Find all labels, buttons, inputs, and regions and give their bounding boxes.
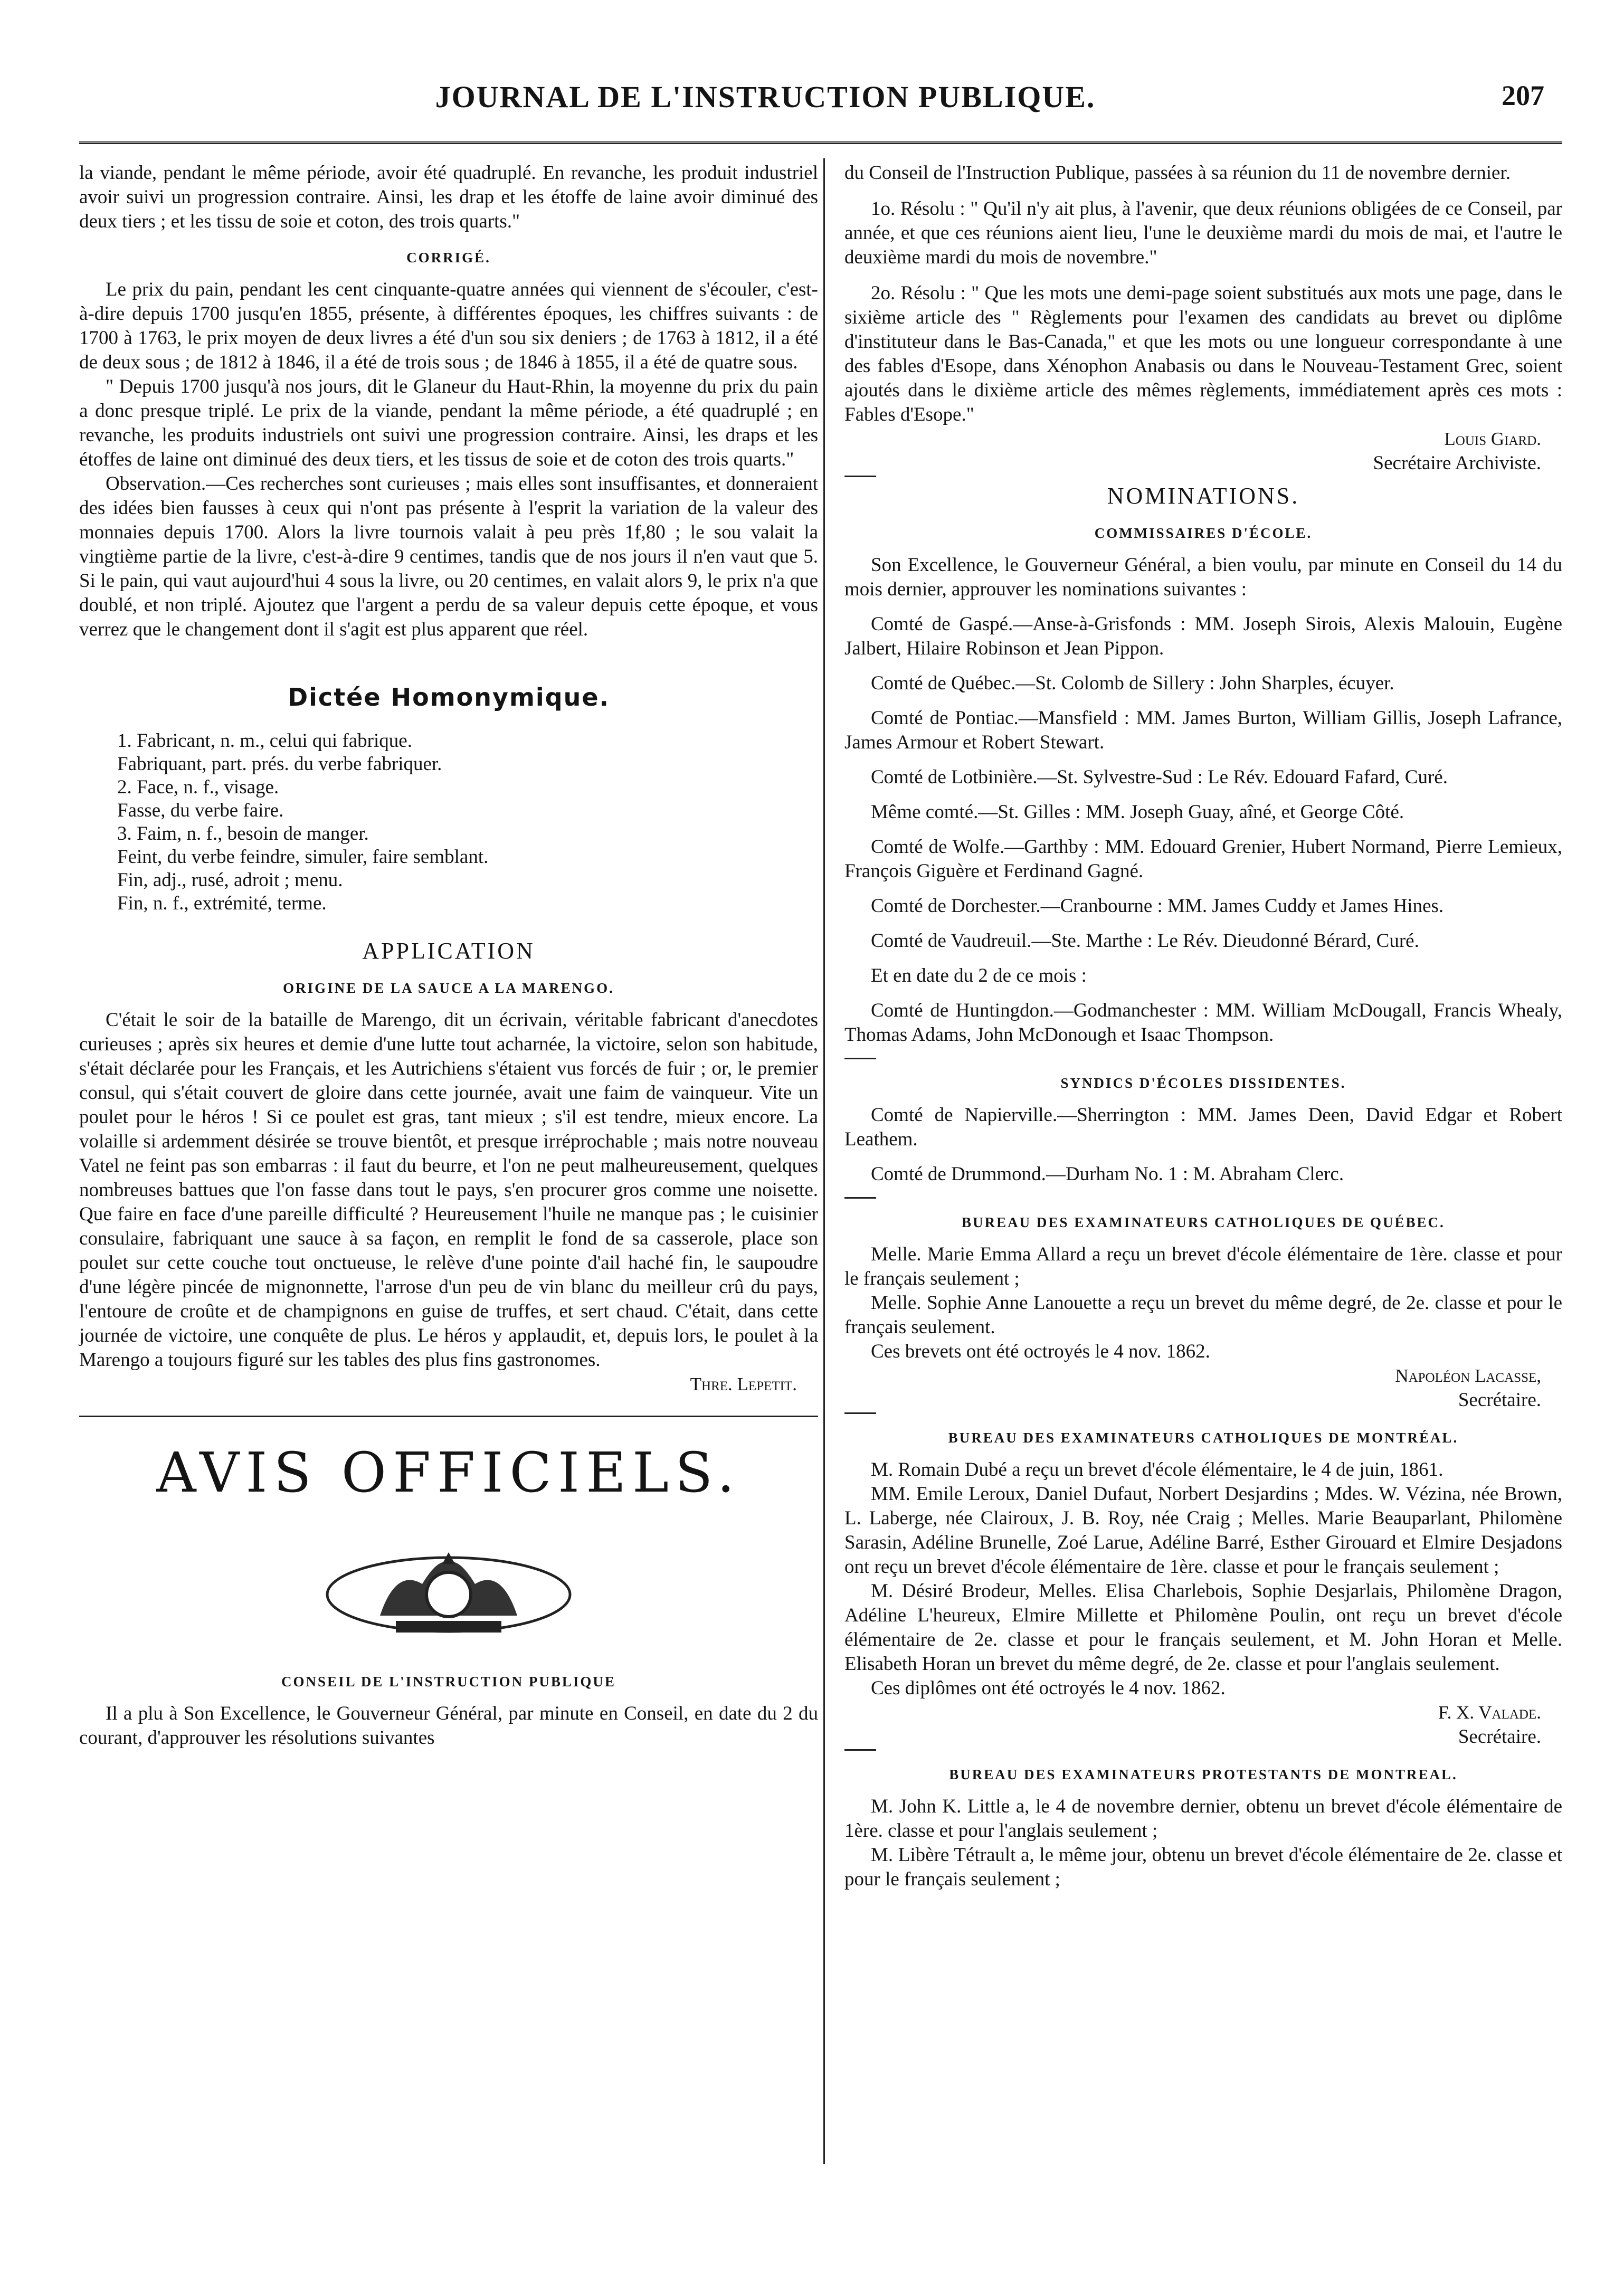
section-rule [79, 1416, 818, 1417]
observation-paragraph: Observation.—Ces recherches sont curieuses ; mais elles sont insuffisantes, et donneraient des idées bien fausses à ceux qui n'ont pas présente à l'esprit la variation de la valeur des monnaies depuis 1700. Alors la livre tournois valait à peu près 1f,80 ; le sou valait la vingtième partie de la livre, c'est-à-dire 9 centimes, tandis que de nos jours il n'en vaut que 5. Si le pain, qui vaut aujourd'hui 4 sous la livre, ou 20 centimes, en valait alors 9, le prix n'a que doublé, et non triplé. Ajoutez que l'argent a perdu de sa valeur depuis cette époque, et vous verrez que le changement dont il s'agit est plus apparent que réel. [79, 473, 818, 640]
nominations-heading: NOMINATIONS. [1107, 483, 1300, 509]
commissaires-heading: COMMISSAIRES D'ÉCOLE. [1094, 525, 1313, 541]
signature-lacasse-title: Secrétaire. [1458, 1389, 1541, 1411]
nomination-item: Comté de Vaudreuil.—Ste. Marthe : Le Rév. Dieudonné Bérard, Curé. [871, 930, 1419, 952]
quebec-board-item: Ces brevets ont été octroyés le 4 nov. 1862. [871, 1341, 1210, 1362]
royal-coat-of-arms-icon [317, 1536, 581, 1653]
montreal-protestant-item: M. Libère Tétrault a, le même jour, obtenu un brevet d'école élémentaire de 2e. classe et pour le français seulement ; [844, 1844, 1562, 1890]
signature-giard-title: Secrétaire Archiviste. [1373, 452, 1541, 474]
section-rule [844, 476, 876, 477]
right-column [844, 161, 1562, 1892]
column-divider [823, 158, 825, 2164]
nomination-item: Comté de Dorchester.—Cranbourne : MM. James Cuddy et James Hines. [871, 895, 1444, 917]
resolution-2: 2o. Résolu : " Que les mots une demi-page soient substitués aux mots une page, dans le sixième article des " Règlements pour l'examen des candidats au brevet ou diplôme d'instituteur dans le Bas-Canada," et que les mots ou une longueur correspondante à une des fables d'Esope, dans Xénophon Anabasis ou dans le Nouveau-Testament Grec, soient ajoutés dans le dixième article des mêmes règlements, immédiatement après ces mots : Fables d'Esope." [844, 282, 1562, 425]
conseil-paragraph: Il a plu à Son Excellence, le Gouverneur Général, par minute en Conseil, en date du 2 du courant, d'approuver les résolutions suivantes [79, 1703, 818, 1749]
section-rule [844, 1197, 876, 1199]
nomination-item: Comté de Wolfe.—Garthby : MM. Edouard Grenier, Hubert Normand, Pierre Lemieux, François Giguère et Ferdinand Gagné. [844, 836, 1562, 882]
dictee-line: Feint, du verbe feindre, simuler, faire semblant. [117, 846, 489, 868]
signature-giard: Louis Giard. [1444, 429, 1541, 449]
montreal-protestant-board-heading: BUREAU DES EXAMINATEURS PROTESTANTS DE MONTREAL. [949, 1767, 1458, 1782]
application-paragraph: C'était le soir de la bataille de Marengo, dit un écrivain, véritable fabricant d'anecdotes curieuses ; après six heures et demie d'une lutte tout acharnée, la victoire, selon son habitude, s'était déclarée pour les Français, et les Autrichiens s'étaient vus forcés de fuir ; or, le premier consul, qui s'était couvert de gloire dans cette journée, avait une faim de vainqueur. Vite un poulet pour le héros ! Si ce poulet est gras, tant mieux ; s'il est tendre, mieux encore. La volaille si ardemment désirée se trouve bientôt, et presque irréprochable ; mais notre nouveau Vatel ne feint pas son embarras : il faut du beurre, et l'on ne peut malheureusement, quelques nombreuses battues que l'on fasse dans tout le pays, s'en procurer gros comme une noisette. Que faire en face d'une pareille difficulté ? Heureusement l'huile ne manque pas ; le cuisinier consulaire, fabriquant une sauce à sa façon, en remplit le fond de sa casserole, place son poulet sur cette couche tout onctueuse, le relève d'une pointe d'ail haché fin, le saupoudre d'une légère pincée de mignonnette, l'arrose d'un peu de vin blanc du meilleur crû du pays, l'entoure de croûte et de champignons en guise de truffes, et sert chaud. C'était, dans cette journée de victoire, une conquête de plus. Le héros y applaudit, et, depuis lors, le poulet à la Marengo a toujours figuré sur les tables des plus fins gastronomes. [79, 1009, 818, 1371]
syndics-item: Comté de Drummond.—Durham No. 1 : M. Abraham Clerc. [871, 1163, 1344, 1185]
montreal-catholic-board-heading: BUREAU DES EXAMINATEURS CATHOLIQUES DE MONTRÉAL. [948, 1430, 1459, 1446]
montreal-catholic-item: M. Désiré Brodeur, Melles. Elisa Charlebois, Sophie Desjarlais, Philomène Dragon, Adéline L'heureux, Elmire Millette et Philomène Poulin, ont reçu un brevet d'école élémentaire de 2e. classe et pour le français seulement, et M. John Horan et Melle. Elisabeth Horan un brevet du même degré, de 2e. classe et pour l'anglais seulement. [844, 1580, 1562, 1675]
dictee-line: 3. Faim, n. f., besoin de manger. [117, 823, 369, 844]
nomination-item: Son Excellence, le Gouverneur Général, a bien voulu, par minute en Conseil du 14 du mois dernier, approuver les nominations suivantes : [844, 554, 1562, 600]
montreal-protestant-item: M. John K. Little a, le 4 de novembre dernier, obtenu un brevet d'école élémentaire de 1ère. classe et pour l'anglais seulement ; [844, 1796, 1562, 1842]
intro-paragraph: la viande, pendant le même période, avoir été quadruplé. En revanche, les produit industriel avoir suivi un progression contraire. Ainsi, les drap et les étoffe de laine avoir diminué des deux tiers ; et les tissu de soie et coton, des trois quarts." [79, 162, 818, 232]
nomination-item: Comté de Gaspé.—Anse-à-Grisfonds : MM. Joseph Sirois, Alexis Malouin, Eugène Jalbert, Hilaire Robinson et Jean Pippon. [844, 613, 1562, 659]
dictee-line: Fabriquant, part. prés. du verbe fabriquer. [117, 753, 442, 775]
application-heading: APPLICATION [362, 938, 535, 964]
nomination-item: Et en date du 2 de ce mois : [871, 965, 1087, 986]
quebec-board-heading: BUREAU DES EXAMINATEURS CATHOLIQUES DE QUÉBEC. [962, 1214, 1445, 1230]
dictee-line: Fasse, du verbe faire. [117, 800, 284, 821]
signature-valade: F. X. Valade. [1438, 1702, 1541, 1723]
application-signature: Thre. Lepetit. [690, 1374, 797, 1394]
corrige-heading: CORRIGÉ. [406, 250, 491, 265]
corrige-paragraph-1: Le prix du pain, pendant les cent cinquante-quatre années qui viennent de s'écouler, c'est-à-dire depuis 1700 jusqu'en 1855, présente, à différentes époques, les chiffres suivants : de 1700 à 1763, le prix moyen de deux livres a été d'un sou six deniers ; de 1763 à 1812, il a été de deux sous ; de 1812 à 1846, il a été de trois sous ; de 1846 à 1855, il a été de quatre sous. [79, 279, 818, 373]
section-rule [844, 1058, 876, 1059]
montreal-catholic-item: Ces diplômes ont été octroyés le 4 nov. 1862. [871, 1677, 1226, 1699]
dictee-line: Fin, adj., rusé, adroit ; menu. [117, 869, 343, 891]
nomination-item: Comté de Huntingdon.—Godmanchester : MM. William McDougall, Francis Whealy, Thomas Adams, John McDonough et Isaac Thompson. [844, 1000, 1562, 1046]
section-rule [844, 1412, 876, 1414]
signature-lacasse: Napoléon Lacasse, [1395, 1365, 1541, 1386]
dictee-line: 2. Face, n. f., visage. [117, 776, 279, 798]
dictee-line: Fin, n. f., extrémité, terme. [117, 893, 327, 914]
nomination-item: Comté de Québec.—St. Colomb de Sillery : John Sharples, écuyer. [871, 672, 1394, 694]
header-rule [79, 141, 1562, 144]
montreal-catholic-item: M. Romain Dubé a reçu un brevet d'école élémentaire, le 4 de juin, 1861. [871, 1459, 1443, 1481]
conseil-continuation: du Conseil de l'Instruction Publique, passées à sa réunion du 11 de novembre dernier. [844, 162, 1511, 184]
page-number: 207 [1502, 80, 1544, 111]
syndics-item: Comté de Napierville.—Sherrington : MM. James Deen, David Edgar et Robert Leathem. [844, 1104, 1562, 1150]
resolution-1: 1o. Résolu : " Qu'il n'y ait plus, à l'avenir, que deux réunions obligées de ce Conseil, par année, et que ces réunions aient lieu, l'une le deuxième mardi du mois de mai, et l'autre le deuxième mardi du mois de novembre." [844, 198, 1562, 268]
section-rule [844, 1749, 876, 1751]
quebec-board-item: Melle. Sophie Anne Lanouette a reçu un brevet du même degré, de 2e. classe et pour le français seulement. [844, 1292, 1562, 1338]
avis-officiels-title: AVIS OFFICIELS. [156, 1440, 741, 1505]
quebec-board-item: Melle. Marie Emma Allard a reçu un brevet d'école élémentaire de 1ère. classe et pour le français seulement ; [844, 1244, 1562, 1289]
corrige-paragraph-2: " Depuis 1700 jusqu'à nos jours, dit le Glaneur du Haut-Rhin, la moyenne du prix du pain a donc presque triplé. Le prix de la viande, pendant la même période, a été quadruplé ; en revanche, les produits industriels ont suivi une progression contraire. Ainsi, les draps et les étoffes de laine ont diminué des deux tiers, et les tissus de soie et de coton des trois quarts." [79, 376, 818, 470]
application-subheading: ORIGINE DE LA SAUCE A LA MARENGO. [283, 980, 614, 996]
signature-valade-title: Secrétaire. [1458, 1726, 1541, 1748]
nomination-item: Même comté.—St. Gilles : MM. Joseph Guay, aîné, et George Côté. [871, 801, 1404, 823]
dictee-line: 1. Fabricant, n. m., celui qui fabrique. [117, 730, 412, 752]
journal-title: JOURNAL DE L'INSTRUCTION PUBLIQUE. [435, 80, 1096, 114]
syndics-heading: SYNDICS D'ÉCOLES DISSIDENTES. [1060, 1075, 1346, 1091]
nomination-item: Comté de Lotbinière.—St. Sylvestre-Sud : Le Rév. Edouard Fafard, Curé. [871, 766, 1448, 788]
left-column [79, 161, 818, 1750]
dictee-title: Dictée Homonymique. [287, 683, 610, 711]
conseil-heading: CONSEIL DE L'INSTRUCTION PUBLIQUE [281, 1674, 616, 1690]
nomination-item: Comté de Pontiac.—Mansfield : MM. James Burton, William Gillis, Joseph Lafrance, James Armour et Robert Stewart. [844, 707, 1562, 753]
montreal-catholic-item: MM. Emile Leroux, Daniel Dufaut, Norbert Desjardins ; Mdes. W. Vézina, née Brown, L. Laberge, née Clairoux, J. B. Roy, née Craig ; Melles. Marie Beauparlant, Philomène Sarasin, Adéline Brunelle, Zoé Larue, Adéline Barré, Esther Girouard et Elmire Desjadons ont reçu un brevet d'école élémentaire de 1ère. classe et pour le français seulement ; [844, 1483, 1562, 1578]
